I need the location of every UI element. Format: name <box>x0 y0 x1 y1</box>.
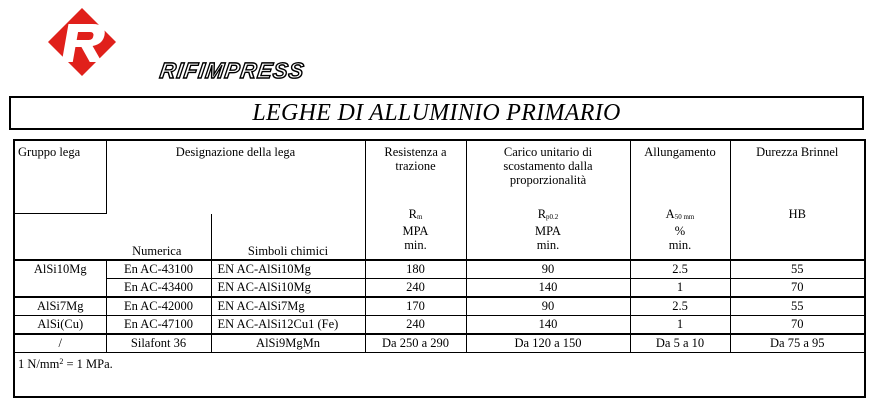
cell-simboli: AlSi9MgMn <box>211 334 365 353</box>
cell-rp: 90 <box>466 260 630 279</box>
cell-gruppo: AlSi10Mg <box>15 260 106 279</box>
document-title-box <box>9 96 864 130</box>
header-resistenza: Resistenza a trazione Rm MPA min. <box>365 141 466 260</box>
table-row <box>15 260 864 279</box>
cell-hb: 70 <box>730 278 864 297</box>
cell-numerica: Silafont 36 <box>106 334 211 353</box>
table-row <box>15 315 864 334</box>
cell-a: 1 <box>630 315 730 334</box>
cell-rm: Da 250 a 290 <box>365 334 466 353</box>
header-simboli: Simboli chimici <box>211 214 365 260</box>
header-designazione: Designazione della lega <box>106 141 365 214</box>
cell-rp: 140 <box>466 278 630 297</box>
alloy-table <box>13 139 866 398</box>
cell-simboli: EN AC-AlSi7Mg <box>211 297 365 316</box>
table-row <box>15 334 864 353</box>
cell-simboli: EN AC-AlSi10Mg <box>211 260 365 279</box>
cell-rm: 240 <box>365 315 466 334</box>
logo-wordmark: RIFIMPRESS <box>158 58 307 83</box>
cell-simboli: EN AC-AlSi12Cu1 (Fe) <box>211 315 365 334</box>
cell-gruppo: AlSi7Mg <box>15 297 106 316</box>
cell-rp: 140 <box>466 315 630 334</box>
cell-rm: 240 <box>365 278 466 297</box>
cell-hb: 70 <box>730 315 864 334</box>
header-gruppo-spacer <box>15 214 106 260</box>
document-title: LEGHE DI ALLUMINIO PRIMARIO <box>252 99 621 126</box>
header-carico: Carico unitario di scostamento dalla proporzionalità Rp0.2 MPA min. <box>466 141 630 260</box>
cell-a: 2.5 <box>630 260 730 279</box>
table-row <box>15 297 864 316</box>
cell-gruppo: AlSi(Cu) <box>15 315 106 334</box>
header-gruppo: Gruppo lega <box>18 145 81 159</box>
cell-hb: Da 75 a 95 <box>730 334 864 353</box>
cell-numerica: En AC-47100 <box>106 315 211 334</box>
cell-gruppo: / <box>15 334 106 353</box>
cell-a: Da 5 a 10 <box>630 334 730 353</box>
cell-gruppo <box>15 278 106 297</box>
cell-simboli: EN AC-AlSi10Mg <box>211 278 365 297</box>
header-numerica: Numerica <box>132 243 182 258</box>
cell-rm: 180 <box>365 260 466 279</box>
cell-a: 2.5 <box>630 297 730 316</box>
cell-a: 1 <box>630 278 730 297</box>
cell-hb: 55 <box>730 297 864 316</box>
header-allungamento: Allungamento A50 mm % min. <box>630 141 730 260</box>
cell-rp: Da 120 a 150 <box>466 334 630 353</box>
table-footnote: 1 $N/mm^2 = 1$ MPa. <box>15 352 864 377</box>
cell-numerica: En AC-43100 <box>106 260 211 279</box>
company-logo <box>44 4 307 84</box>
cell-numerica: En AC-43400 <box>106 278 211 297</box>
cell-rm: 170 <box>365 297 466 316</box>
cell-hb: 55 <box>730 260 864 279</box>
cell-rp: 90 <box>466 297 630 316</box>
cell-numerica: En AC-42000 <box>106 297 211 316</box>
header-durezza: Durezza Brinnel HB <box>730 141 864 260</box>
table-row <box>15 278 864 297</box>
